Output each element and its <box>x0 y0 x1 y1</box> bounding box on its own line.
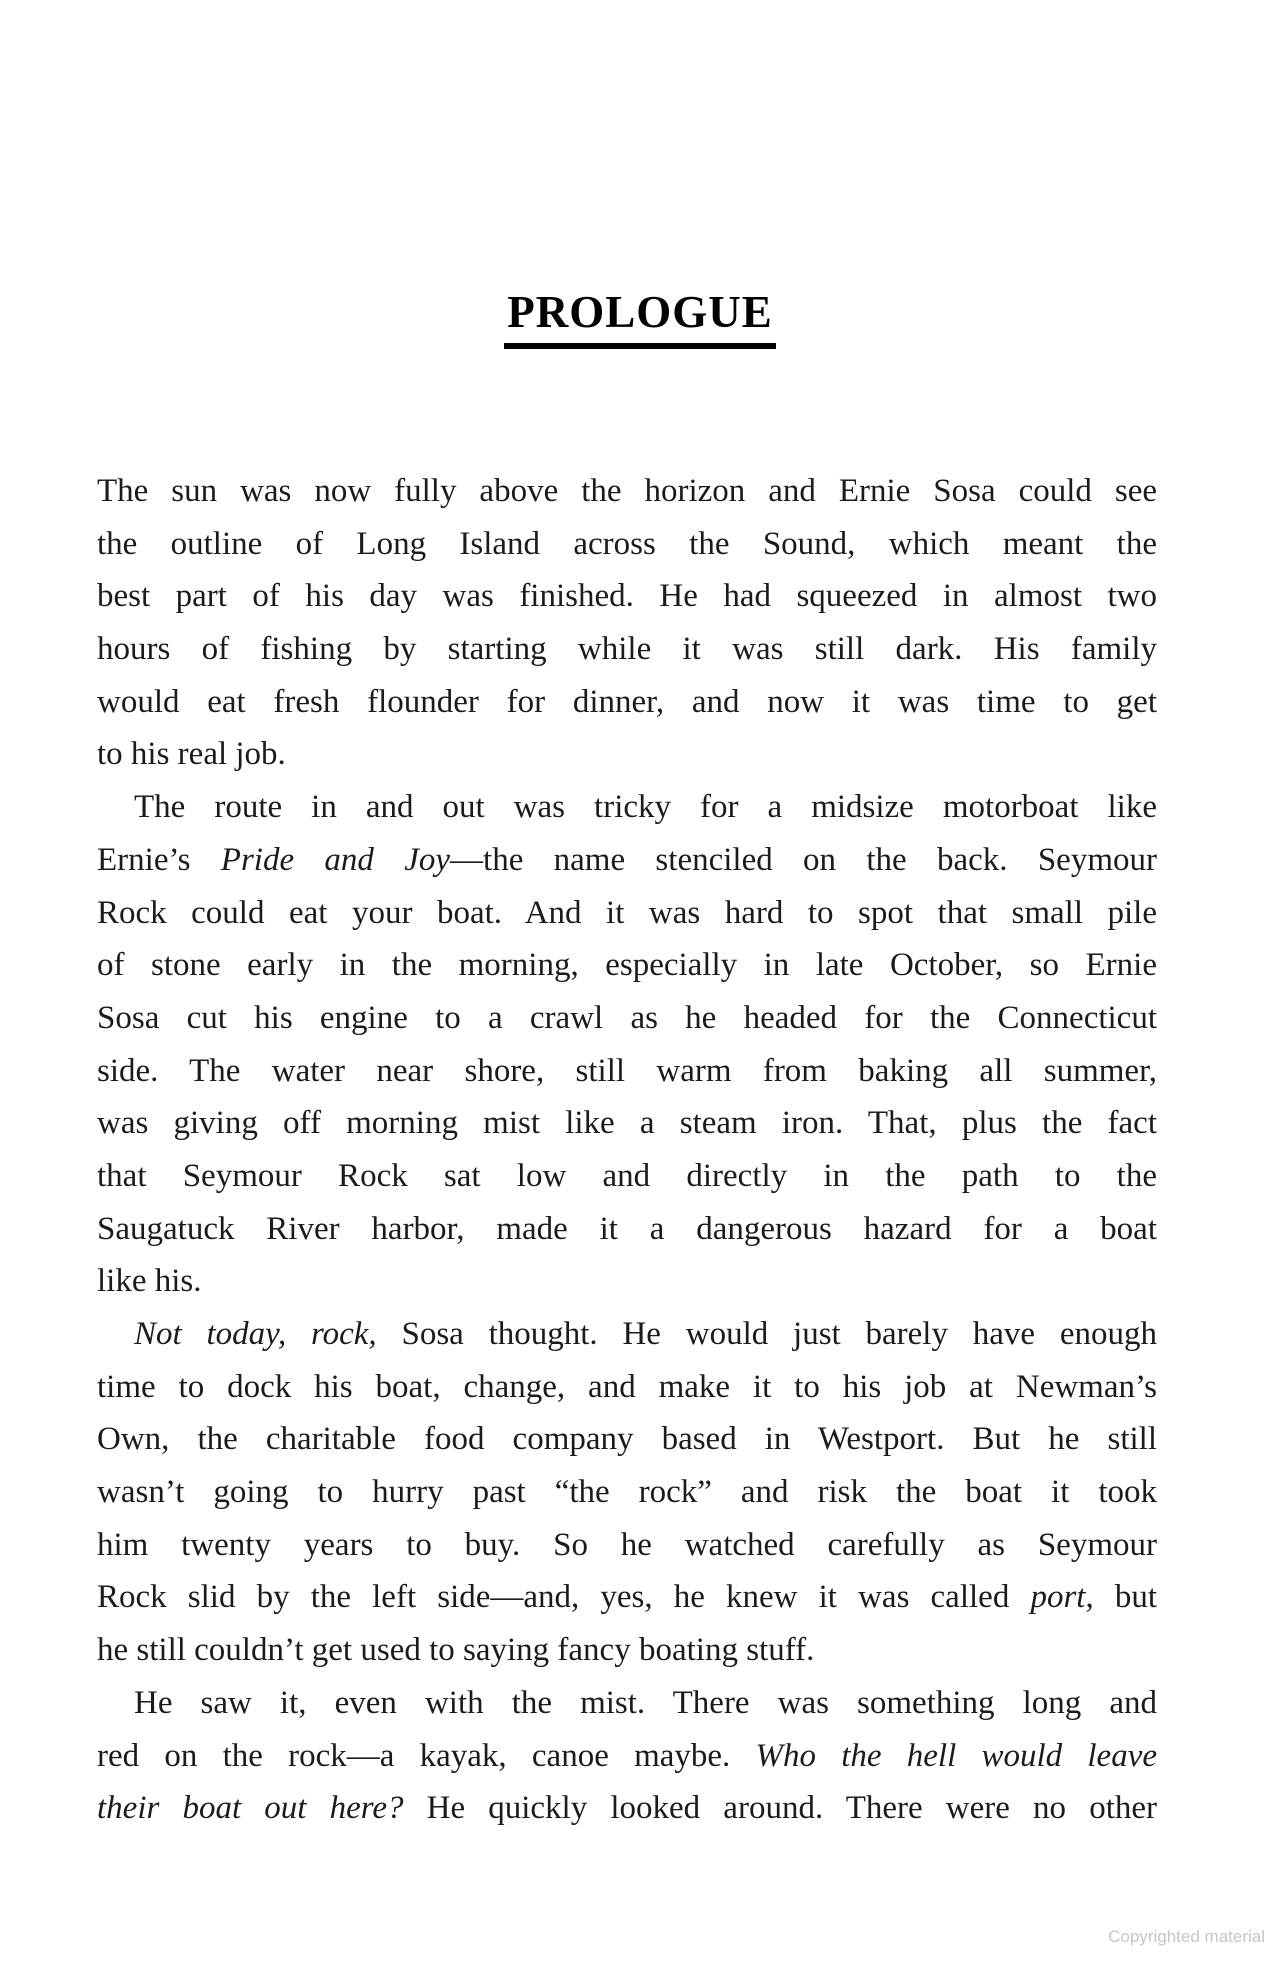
text-line <box>97 887 1157 940</box>
copyright-watermark: Copyrighted material <box>1108 1927 1265 1946</box>
text-segment: that Seymour Rock sat low and directly in the path to the <box>97 1157 1157 1194</box>
body-text <box>97 465 1157 1835</box>
text-segment: best part of his day was finished. He had squeezed in almost two <box>97 578 1157 615</box>
text-line <box>97 623 1157 676</box>
prologue-title: PROLOGUE <box>504 288 776 349</box>
text-line <box>97 1466 1157 1519</box>
text-segment: the outline of Long Island across the Sound, which meant the <box>97 525 1157 562</box>
text-segment: —the name stenciled on the back. Seymour <box>450 841 1157 878</box>
text-line <box>97 570 1157 623</box>
text-line <box>97 939 1157 992</box>
text-line <box>97 1308 1157 1361</box>
text-segment: red on the rock—a kayak, canoe maybe. <box>97 1737 756 1774</box>
text-segment: He saw it, even with the mist. There was something long and <box>134 1684 1157 1721</box>
text-segment: Sosa cut his engine to a crawl as he headed for the Connecticut <box>97 999 1157 1036</box>
text-segment: The sun was now fully above the horizon and Ernie Sosa could see <box>97 473 1157 509</box>
text-segment: Ernie’s <box>97 841 221 878</box>
text-line <box>97 1255 1157 1308</box>
text-line <box>97 1150 1157 1203</box>
text-line <box>97 1782 1157 1835</box>
italic-text-segment: Pride and Joy <box>220 841 451 878</box>
italic-text-segment: their boat out here? <box>97 1790 404 1827</box>
text-line <box>97 1045 1157 1098</box>
text-segment: he still couldn’t get used to saying fancy boating stuff. <box>97 1632 815 1669</box>
text-line <box>97 518 1157 571</box>
text-line <box>97 676 1157 729</box>
title-block <box>0 288 1280 349</box>
text-line <box>97 1677 1157 1730</box>
text-segment: was giving off morning mist like a steam iron. That, plus the fact <box>97 1105 1157 1142</box>
text-line <box>97 728 1157 781</box>
text-line <box>97 781 1157 834</box>
text-segment: would eat fresh flounder for dinner, and now it was time to get <box>97 683 1157 720</box>
text-line <box>97 1413 1157 1466</box>
text-segment: Saugatuck River harbor, made it a dangerous hazard for a boat <box>97 1210 1157 1247</box>
text-line <box>97 465 1157 518</box>
text-line <box>97 992 1157 1045</box>
text-line <box>97 834 1157 887</box>
text-segment: wasn’t going to hurry past “the rock” and risk the boat it took <box>97 1474 1157 1511</box>
text-line <box>97 1203 1157 1256</box>
text-segment: The route in and out was tricky for a midsize motorboat like <box>134 789 1157 826</box>
italic-text-segment: port <box>1030 1579 1086 1616</box>
italic-text-segment: Who the hell would leave <box>755 1737 1157 1774</box>
text-segment: time to dock his boat, change, and make it to his job at Newman’s <box>97 1368 1157 1405</box>
text-line <box>97 1730 1157 1783</box>
text-segment: Own, the charitable food company based in Westport. But he still <box>97 1421 1157 1458</box>
text-segment: side. The water near shore, still warm from baking all summer, <box>97 1052 1157 1089</box>
text-segment: Rock slid by the left side—and, yes, he knew it was called <box>97 1579 1031 1616</box>
text-segment: Rock could eat your boat. And it was hard to spot that small pile <box>97 894 1157 931</box>
text-segment: Sosa thought. He would just barely have enough <box>376 1316 1157 1352</box>
text-segment: like his. <box>97 1263 202 1300</box>
text-segment: , but <box>1085 1579 1157 1616</box>
text-segment: to his real job. <box>97 736 286 773</box>
italic-text-segment: Not today, rock, <box>134 1316 377 1352</box>
text-line <box>97 1571 1157 1624</box>
text-line <box>97 1361 1157 1414</box>
text-segment: of stone early in the morning, especially in late October, so Ernie <box>97 947 1157 984</box>
text-segment: hours of fishing by starting while it was still dark. His family <box>97 631 1157 668</box>
text-segment: He quickly looked around. There were no other <box>403 1790 1157 1827</box>
text-line <box>97 1624 1157 1677</box>
text-segment: him twenty years to buy. So he watched carefully as Seymour <box>97 1526 1157 1563</box>
text-line <box>97 1097 1157 1150</box>
text-line <box>97 1519 1157 1572</box>
